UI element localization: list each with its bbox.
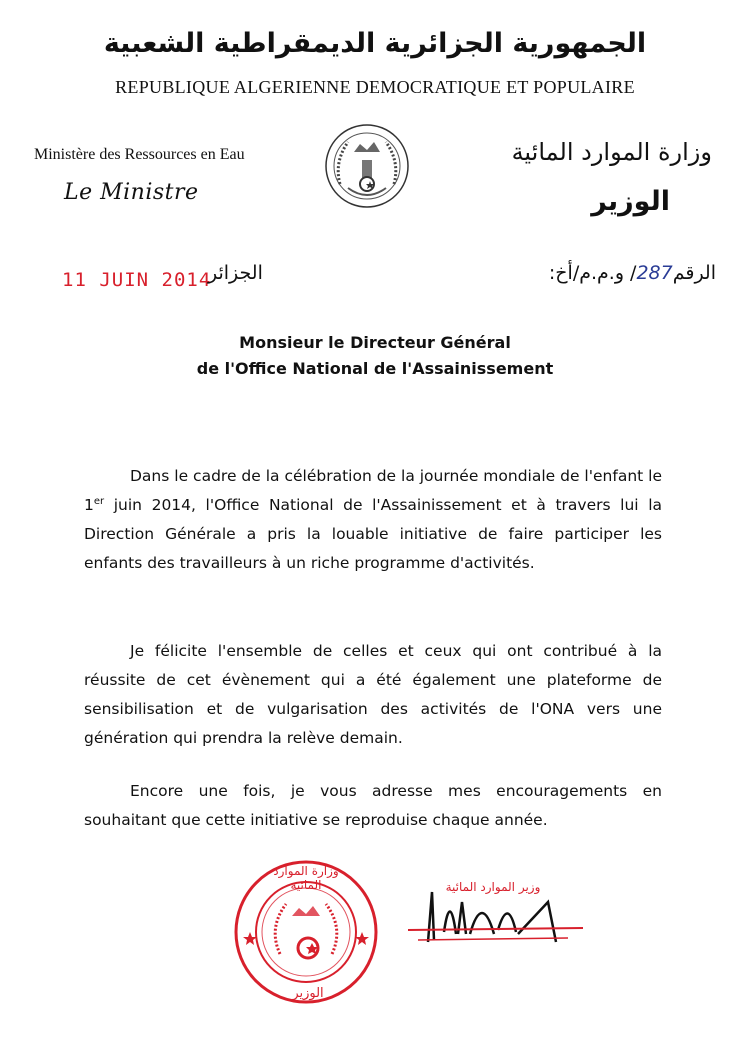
minister-title-arabic: الوزير xyxy=(591,186,670,217)
minister-title-french: Le Ministre xyxy=(64,180,199,205)
paragraph-1-text-b: juin 2014, l'Office National de l'Assainissement et à travers lui la Direction Générale a pris la louable initiative de faire participer les enfants des travailleurs à un riche programme d'activités. xyxy=(84,496,662,572)
reference-number: 287 xyxy=(636,262,673,284)
paragraph-3 xyxy=(84,777,662,835)
reference-label: الرقم xyxy=(672,262,716,284)
paragraph-1 xyxy=(84,462,662,578)
paragraph-1-superscript: er xyxy=(93,495,105,507)
ministry-name-arabic: وزارة الموارد المائية xyxy=(511,138,712,166)
addressee-line-1: Monsieur le Directeur Général xyxy=(239,333,511,352)
ministry-name-french: Ministère des Ressources en Eau xyxy=(34,146,245,163)
addressee-block xyxy=(0,330,750,382)
reference-line xyxy=(549,262,716,284)
seal-arabic-bottom: الوزير xyxy=(292,986,324,1001)
addressee-line-2: de l'Office National de l'Assainissement xyxy=(196,359,554,378)
french-state-title: REPUBLIQUE ALGERIENNE DEMOCRATIQUE ET POPULAIRE xyxy=(115,77,635,97)
reference-code: / و.م.م/أخ: xyxy=(548,262,637,284)
paragraph-3-text: Encore une fois, je vous adresse mes encouragements en souhaitant que cette initiative se reproduise chaque année. xyxy=(84,782,662,829)
city-arabic: الجزائر xyxy=(208,262,263,284)
date-stamp: 11 JUIN 2014 xyxy=(62,269,212,291)
signature-stamp-text: وزير الموارد المائية xyxy=(445,880,541,894)
paragraph-2 xyxy=(84,637,662,753)
algeria-state-emblem-icon xyxy=(322,122,412,215)
seal-arabic-top: وزارة الموارد المائية xyxy=(273,864,339,892)
paragraph-2-text: Je félicite l'ensemble de celles et ceux qui ont contribué à la réussite de cet évènement qui a été également une plateforme de sensibilisation et de vulgarisation des activités de l'ONA vers une génération qui prendra la relève demain. xyxy=(84,642,662,747)
paragraph-1-text-a: Dans le cadre de la célébration de la journée mondiale de l'enfant le 1 xyxy=(84,467,662,514)
arabic-state-title: الجمهورية الجزائرية الديمقراطية الشعبية xyxy=(103,28,647,59)
